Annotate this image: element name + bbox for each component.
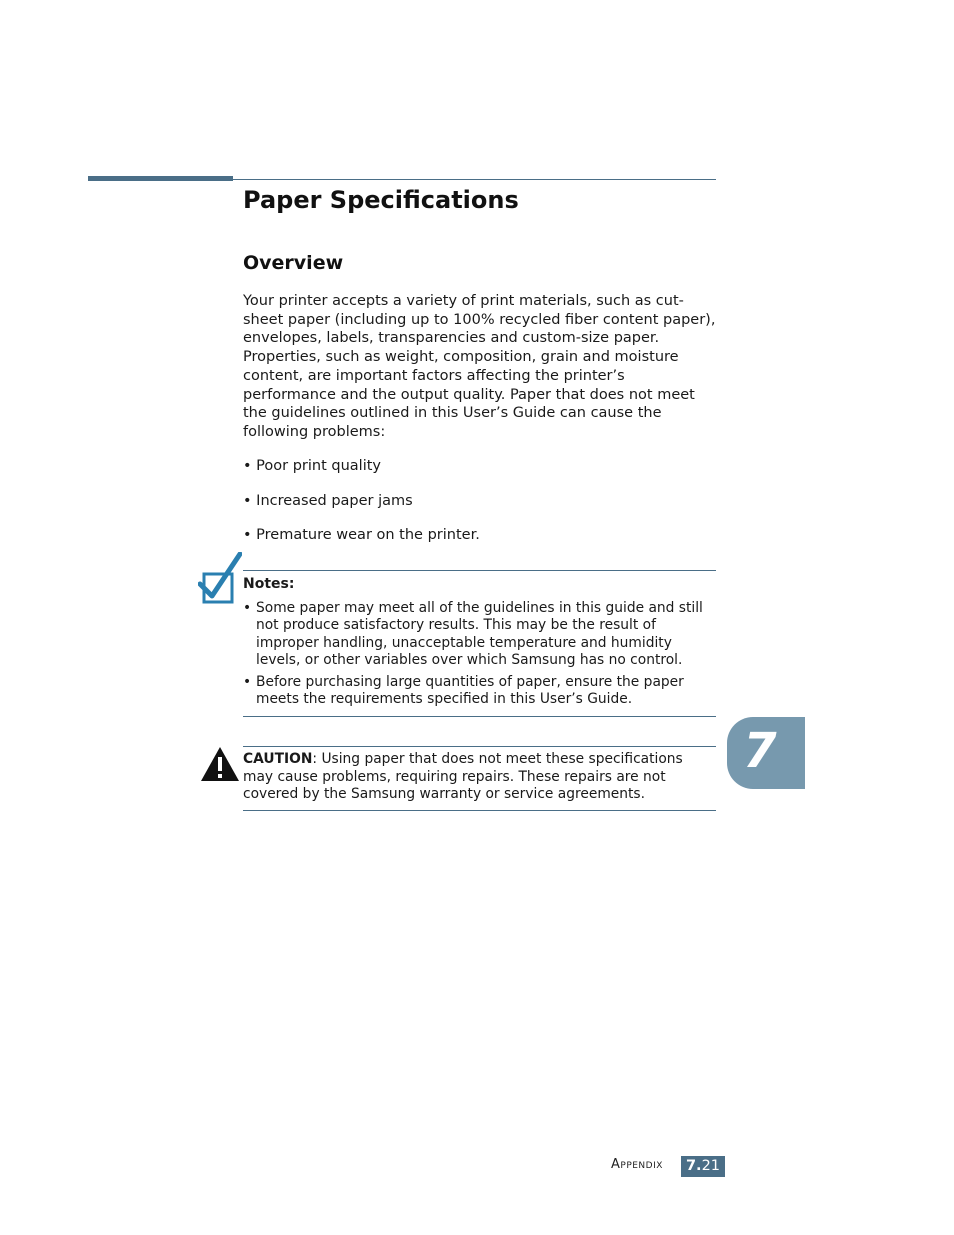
chapter-tab [727, 717, 805, 789]
intro-paragraph: Your printer accepts a variety of print materials, such as cut-sheet paper (including up to 100% recycled fiber content paper), envelopes, labels, transparencies and custom-size paper. Properties, such as weight, composition, grain and moisture content, are important factors affecting the printer’s performance and the output quality. Paper that does not meet the guidelines outlined in this User’s Guide can cause the following problems: [243, 293, 716, 440]
caution-box [243, 746, 716, 811]
caution-text [243, 751, 716, 804]
checkmark-note-icon [198, 552, 242, 604]
page-number-badge [681, 1156, 725, 1177]
caution-label: CAUTION [243, 751, 313, 767]
note-text: Before purchasing large quantities of paper, ensure the paper meets the requirements specified in this User’s Guide. [256, 674, 684, 708]
caution-body: : Using paper that does not meet these specifications may cause problems, requiring repairs. These repairs are not covered by the Samsung warranty or service agreements. [243, 751, 683, 803]
note-item [243, 600, 716, 669]
note-item [243, 674, 716, 709]
footer-label: Appendix [611, 1157, 663, 1172]
header-rule-thick [88, 176, 233, 181]
section-subtitle: Overview [243, 252, 344, 274]
notes-box [243, 570, 716, 717]
chapter-number: 7 [743, 723, 777, 779]
notes-title: Notes: [243, 576, 295, 592]
header-rule-thin [233, 179, 716, 180]
warning-triangle-icon [199, 745, 241, 783]
problem-item: • Premature wear on the printer. [243, 527, 480, 543]
page-number: 21 [701, 1158, 721, 1174]
problem-item: • Poor print quality [243, 458, 381, 474]
bullet-dot: • [243, 600, 252, 616]
page-title: Paper Specifications [243, 186, 519, 214]
note-text: Some paper may meet all of the guidelines in this guide and still not produce satisfactory results. This may be the result of improper handling, unacceptable temperature and humidity levels, or other variables over which Samsung has no control. [256, 600, 703, 668]
problem-item: • Increased paper jams [243, 493, 413, 509]
bullet-dot: • [243, 674, 252, 690]
page-chapter: 7. [685, 1158, 702, 1174]
